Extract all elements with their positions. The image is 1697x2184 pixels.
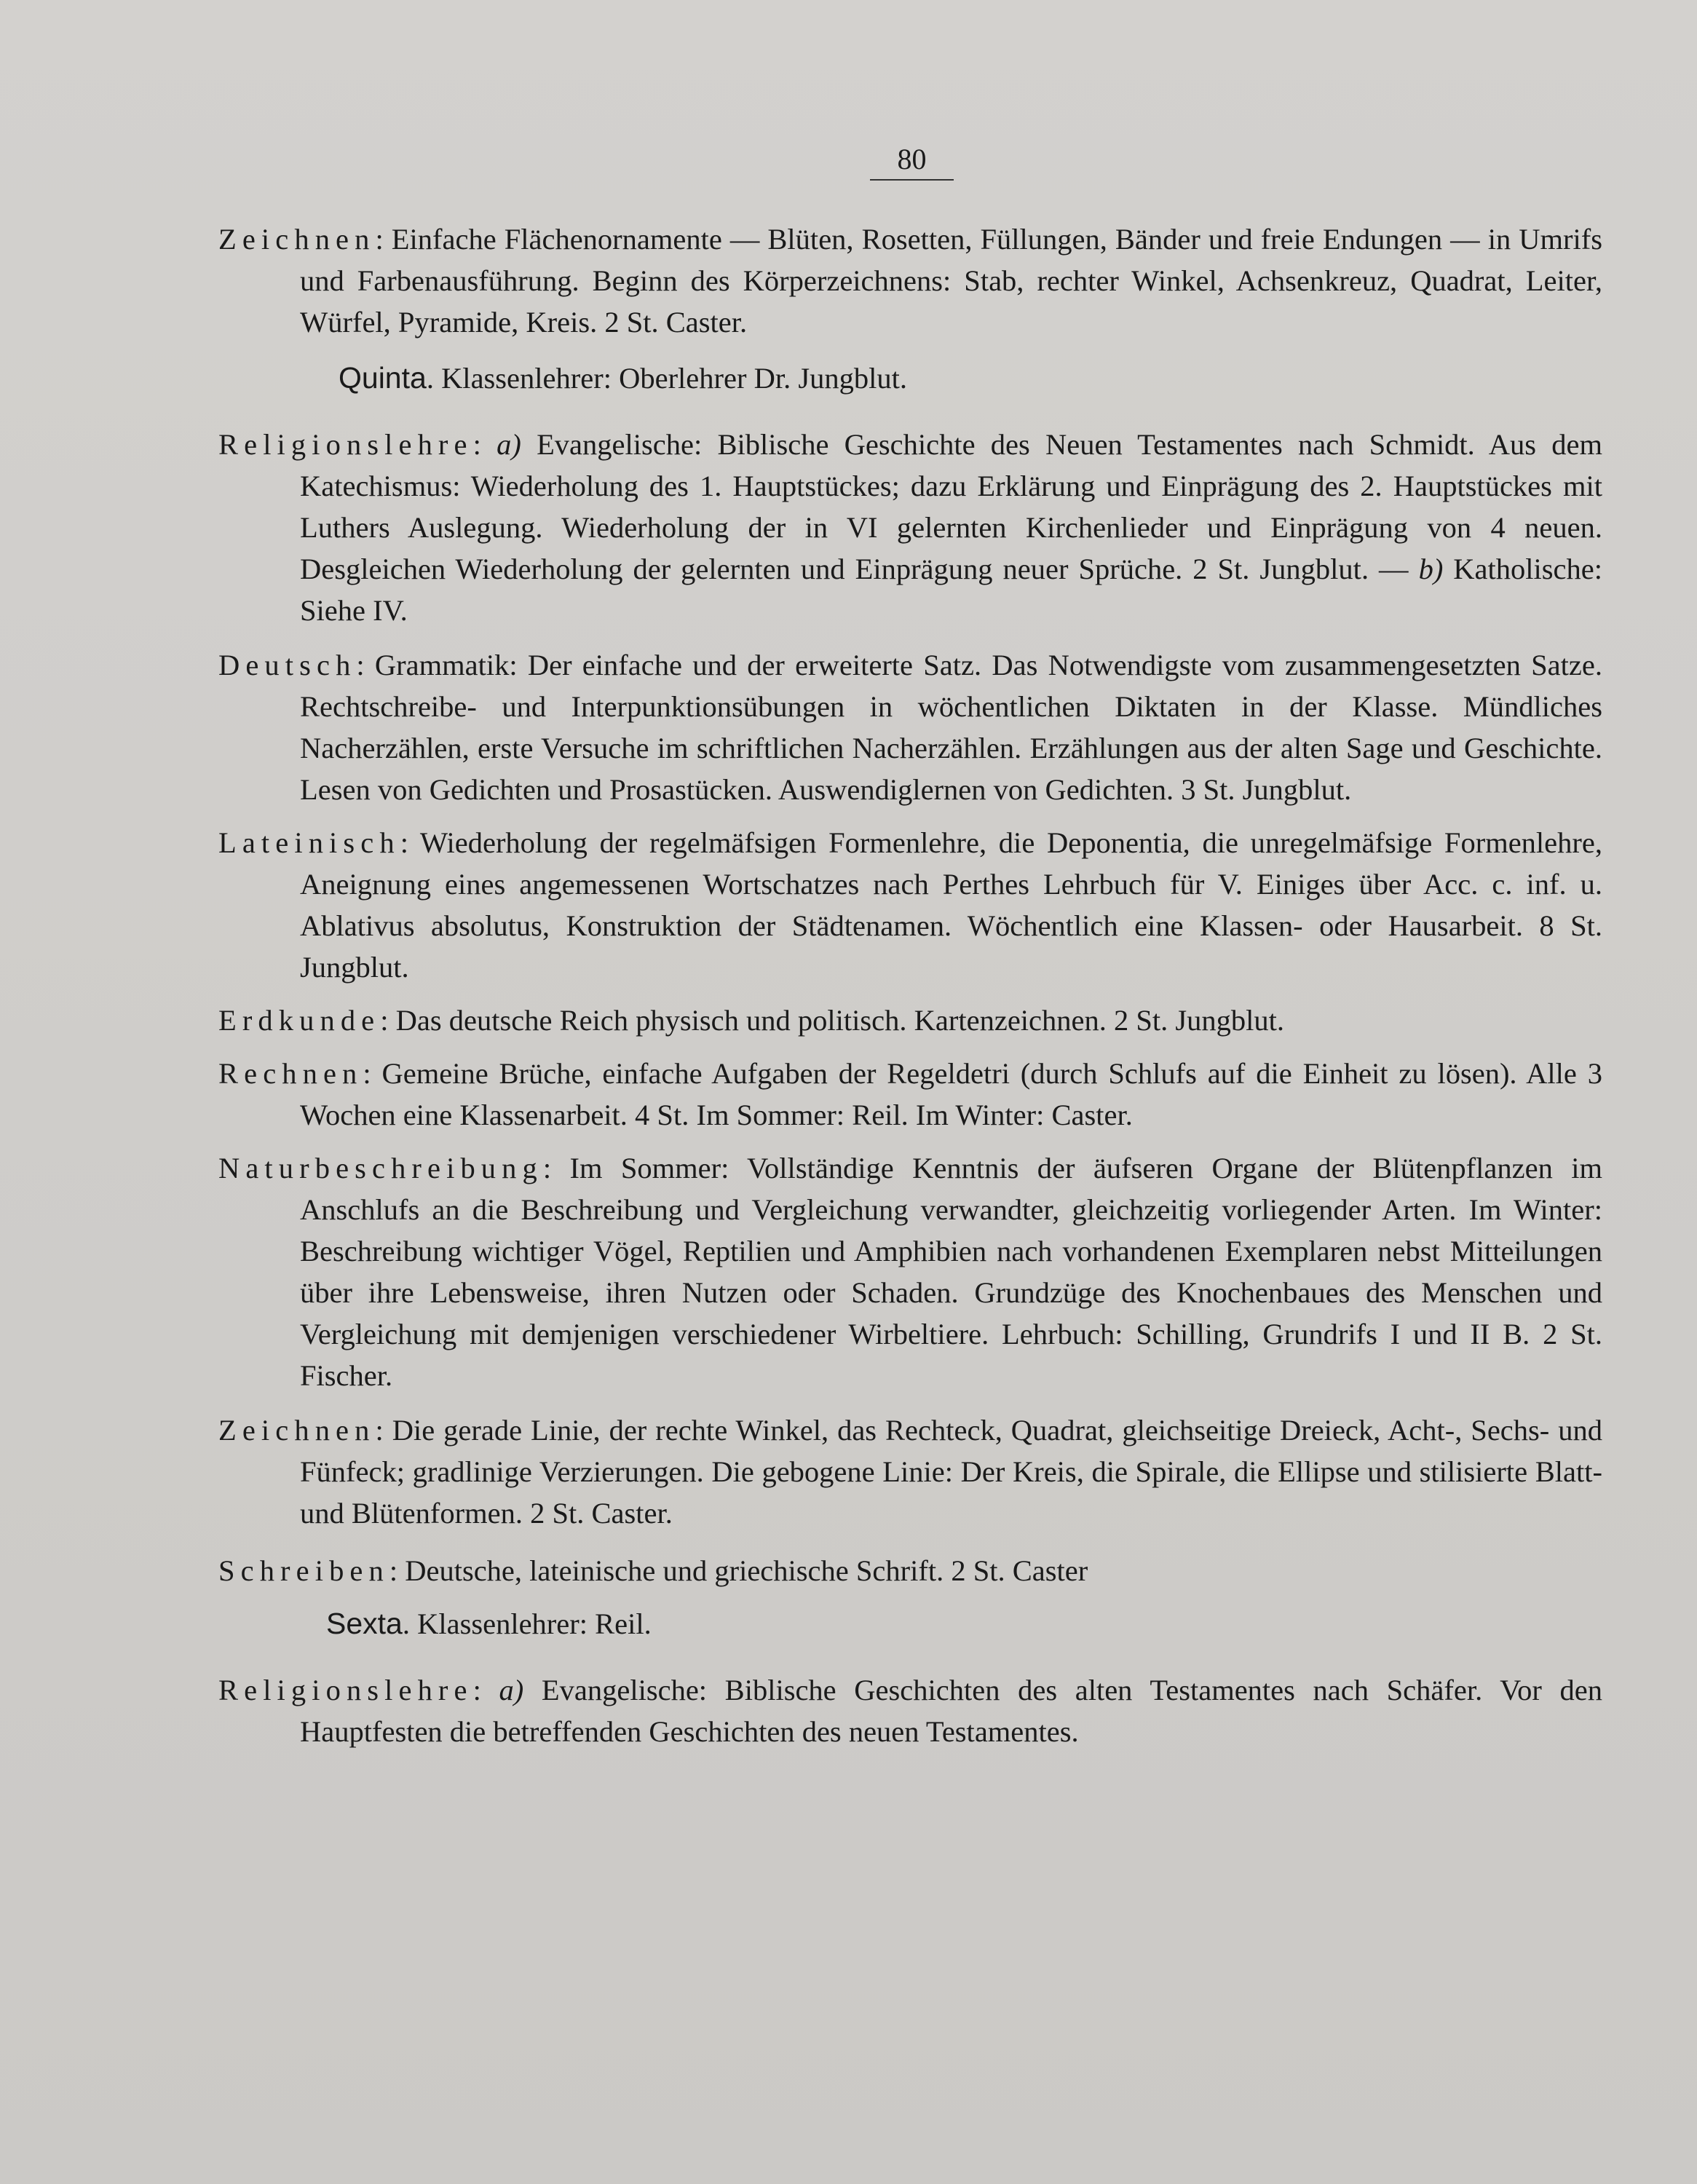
subject-label: Zeichnen bbox=[218, 223, 376, 256]
class-teacher: . Klassenlehrer: Oberlehrer Dr. Jungblut. bbox=[426, 362, 907, 395]
class-teacher: . Klassenlehrer: Reil. bbox=[402, 1607, 652, 1640]
entry-religionslehre-sexta bbox=[0, 1669, 1697, 1752]
item-marker: a) bbox=[497, 428, 521, 461]
entry-schreiben bbox=[0, 1550, 1697, 1591]
separator: : bbox=[472, 428, 497, 461]
entry-lateinisch bbox=[0, 822, 1697, 988]
subject-label: Zeichnen bbox=[218, 1414, 376, 1447]
entry-deutsch bbox=[0, 644, 1697, 810]
class-name: Sexta bbox=[326, 1607, 403, 1640]
entry-zeichnen-top bbox=[0, 218, 1697, 343]
entry-naturbeschreibung bbox=[0, 1147, 1697, 1396]
separator: : bbox=[472, 1674, 499, 1706]
entry-text: : Gemeine Brüche, einfache Aufgaben der Regeldetri (durch Schlufs auf die Einheit zu lösen). Alle 3 Wochen eine Klassenarbeit. 4 St. Im Sommer: Reil. Im Winter: Caster. bbox=[300, 1057, 1602, 1131]
subject-label: Naturbeschreibung bbox=[218, 1152, 543, 1184]
subject-label: Schreiben bbox=[218, 1554, 389, 1587]
section-header-sexta bbox=[0, 1603, 1697, 1645]
entry-text: Evangelische: Biblische Geschichten des alten Testamentes nach Schäfer. Vor den Hauptfesten die betreffenden Geschichten des neuen Testamentes. bbox=[300, 1674, 1602, 1748]
item-marker: a) bbox=[499, 1674, 524, 1706]
entry-text: Katholische: Siehe IV. bbox=[300, 553, 1603, 627]
entry-text: : Die gerade Linie, der rechte Winkel, das Rechteck, Quadrat, gleichseitige Dreieck, Acht-, Sechs- und Fünfeck; gradlinige Verzierungen. Die gebogene Linie: Der Kreis, die Spirale, die Ellipse und stilisierte Blatt- und Blütenformen. 2 St. Caster. bbox=[300, 1414, 1602, 1530]
subject-label: Rechnen bbox=[218, 1057, 363, 1090]
subject-label: Deutsch bbox=[218, 649, 357, 681]
entry-religionslehre-quinta bbox=[0, 424, 1697, 631]
entry-text: : Das deutsche Reich physisch und politisch. Kartenzeichnen. 2 St. Jungblut. bbox=[380, 1004, 1285, 1037]
entry-text: : Deutsche, lateinische und griechische Schrift. 2 St. Caster bbox=[389, 1554, 1088, 1587]
subject-label: Lateinisch bbox=[218, 826, 400, 859]
entry-text: : Grammatik: Der einfache und der erweiterte Satz. Das Notwendigste vom zusammengesetzten Satze. Rechtschreibe- und Interpunktionsübungen in wöchentlichen Diktaten in der Klasse. Mündliches Nacherzählen, erste Versuche im schriftlichen Nacherzählen. Erzählungen aus der alten Sage und Geschichte. Lesen von Gedichten und Prosastücken. Auswendiglernen von Gedichten. 3 St. Jungblut. bbox=[300, 649, 1602, 806]
entry-text: : Im Sommer: Vollständige Kenntnis der äufseren Organe der Blütenpflanzen im Anschlufs an die Beschreibung und Vergleichung verwandter, gleichzeitig vorliegender Arten. Im Winter: Beschreibung wichtiger Vögel, Reptilien und Amphibien nach vorhandenen Exemplaren nebst Mitteilungen über ihre Lebensweise, ihren Nutzen oder Schaden. Grundzüge des Knochenbaues des Menschen und Vergleichung mit demjenigen verschiedener Wirbeltiere. Lehrbuch: Schilling, Grundrifs I und II B. 2 St. Fischer. bbox=[300, 1152, 1602, 1392]
entry-text: : Wiederholung der regelmäfsigen Formenlehre, die Deponentia, die unregelmäfsige Formenlehre, Aneignung eines angemessenen Wortschatzes nach Perthes Lehrbuch für V. Einiges über Acc. c. inf. u. Ablativus absolutus, Konstruktion der Städtenamen. Wöchentlich eine Klassen- oder Hausarbeit. 8 St. Jungblut. bbox=[300, 826, 1602, 984]
item-marker: b) bbox=[1418, 553, 1444, 585]
entry-text: Evangelische: Biblische Geschichte des Neuen Testamentes nach Schmidt. Aus dem Katechismus: Wiederholung des 1. Hauptstückes; dazu Erklärung und Einprägung des 2. Hauptstückes mit Luthers Auslegung. Wiederholung der in VI gelernten Kirchenlieder und Einprägung von 4 neuen. Desgleichen Wiederholung der gelernten und Einprägung neuer Sprüche. 2 St. Jungblut. — bbox=[300, 428, 1602, 585]
entry-zeichnen bbox=[0, 1409, 1697, 1534]
class-name: Quinta bbox=[339, 361, 427, 395]
subject-label: Erdkunde bbox=[218, 1004, 381, 1037]
entry-text: : Einfache Flächenornamente — Blüten, Rosetten, Füllungen, Bänder und freie Endungen — in Umrifs und Farbenausführung. Beginn des Körperzeichnens: Stab, rechter Winkel, Achsenkreuz, Quadrat, Leiter, Würfel, Pyramide, Kreis. 2 St. Caster. bbox=[300, 223, 1602, 339]
page-content bbox=[0, 218, 1697, 1767]
entry-erdkunde bbox=[0, 1000, 1697, 1041]
subject-label: Religionslehre bbox=[218, 428, 473, 461]
section-header-quinta bbox=[0, 357, 1697, 399]
entry-rechnen bbox=[0, 1053, 1697, 1136]
page-number: 80 bbox=[870, 142, 954, 181]
subject-label: Religionslehre bbox=[218, 1674, 473, 1706]
